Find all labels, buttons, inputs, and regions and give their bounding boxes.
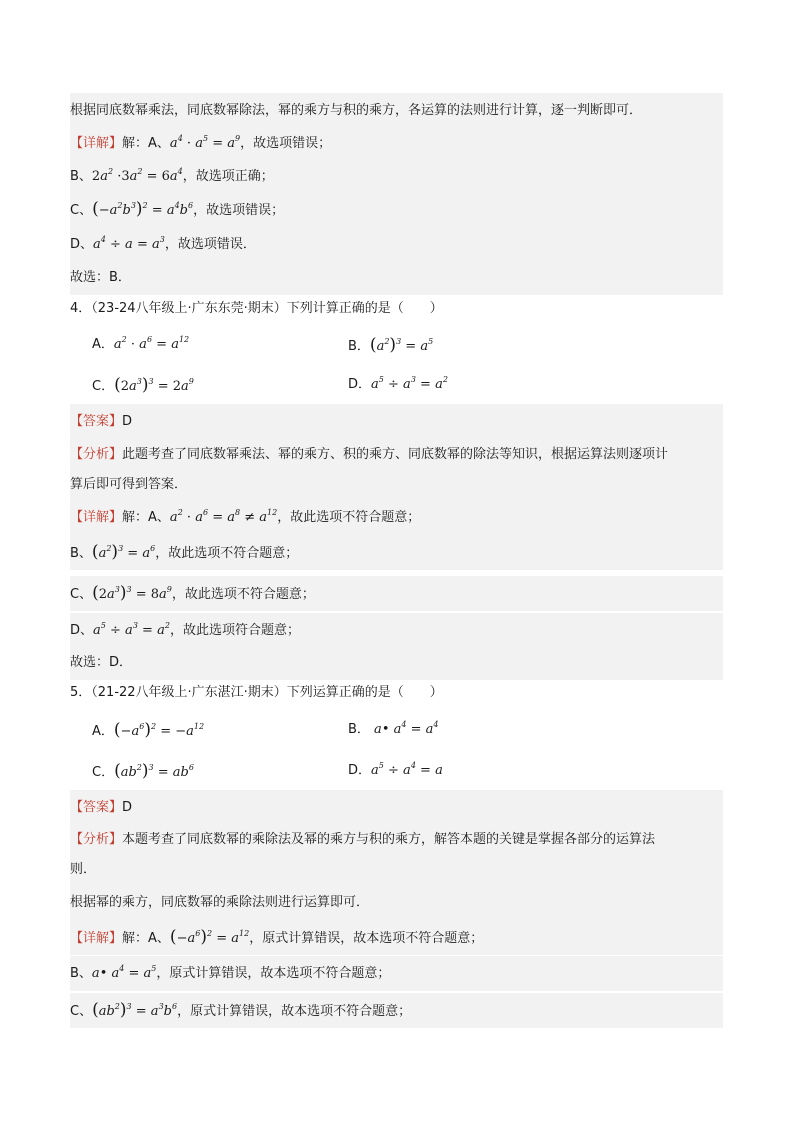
detail-suffix: ，故此选项符合题意；: [169, 623, 300, 638]
q5-detail-c: [70, 993, 723, 1028]
formula: $(a^2)^3 = a^6$: [91, 542, 156, 562]
option-label: A．: [92, 337, 114, 352]
q5-option-a: [92, 712, 204, 748]
formula: $(2a^3)^3 = 8a^9$: [92, 583, 172, 603]
formula: $(2a^3)^3 = 2a^9$: [114, 375, 194, 395]
q5-option-b: [348, 712, 439, 748]
answer-value: D: [122, 414, 133, 429]
choice-text: 故选：B．: [70, 270, 131, 285]
option-label: C．: [92, 379, 115, 394]
formula: a• $a^4 = a^4$: [369, 720, 439, 737]
detail-line-b: [70, 159, 723, 194]
option-label: A．: [92, 724, 114, 739]
q4-answer: [70, 404, 723, 439]
detail-prefix: B、: [70, 169, 92, 184]
formula: $(-a^6)^2 = -a^{12}$: [113, 720, 205, 740]
detail-tag: 【详解】: [70, 931, 123, 946]
detail-prefix: 解：A、: [122, 136, 170, 151]
detail-suffix: ，故此选项不符合题意；: [155, 546, 299, 561]
detail-line-c: [70, 192, 723, 227]
formula: $(-a^2b^3)^2 = a^4b^6$: [92, 199, 194, 219]
q4-choice: [70, 645, 723, 680]
formula: $a^5 \div a^3 = a^2$: [93, 621, 170, 638]
detail-tag: 【详解】: [70, 510, 123, 525]
q4-option-d: [348, 367, 448, 403]
formula: a• $a^4 = a^5$: [91, 964, 157, 981]
detail-suffix: ，故此选项不符合题意；: [171, 587, 315, 602]
q5-option-c: [92, 753, 194, 789]
q5-detail-b: [70, 956, 723, 991]
detail-suffix: ，原式计算错误，故本选项不符合题意；: [249, 931, 484, 946]
option-label: B．: [348, 339, 370, 354]
question-text: 4．（23-24八年级上·广东东莞·期末）下列计算正确的是（ ）: [70, 301, 443, 316]
answer-tag: 【答案】: [70, 414, 123, 429]
analysis-continuation: [70, 93, 723, 128]
question-4-stem: [70, 293, 443, 325]
detail-prefix: 解：A、: [122, 510, 170, 525]
q4-option-c: [92, 367, 194, 403]
analysis-text: 则．: [70, 862, 97, 877]
formula: $a^2 \cdot a^6 = a^8 \ne a^{12}$: [169, 508, 278, 525]
answer-value: D: [122, 800, 133, 815]
q4-option-a: [92, 327, 189, 363]
option-label: C．: [92, 765, 115, 780]
detail-tag: 【详解】: [70, 136, 123, 151]
detail-prefix: C、: [70, 1004, 93, 1019]
detail-prefix: D、: [70, 623, 94, 638]
detail-line-d: [70, 227, 723, 262]
answer-tag: 【答案】: [70, 800, 123, 815]
detail-suffix: ，故选项错误；: [240, 136, 332, 151]
q5-analysis-3: [70, 885, 723, 920]
option-label: D．: [348, 763, 372, 778]
analysis-tag: 【分析】: [70, 447, 123, 462]
detail-suffix: ，故选项错误；: [193, 203, 285, 218]
question-5-stem: [70, 677, 443, 709]
analysis-tag: 【分析】: [70, 832, 123, 847]
detail-prefix: B、: [70, 966, 92, 981]
formula: $(a^2)^3 = a^5$: [369, 335, 434, 355]
analysis-text: 本题考查了同底数幂的乘除法及幂的乘方与积的乘方，解答本题的关键是掌握各部分的运算法: [122, 832, 656, 847]
formula: $2a^2 \cdot 3a^2 = 6a^4$: [91, 167, 183, 184]
option-label: D．: [348, 377, 372, 392]
q5-answer: [70, 790, 723, 825]
detail-suffix: ，原式计算错误，故本选项不符合题意；: [177, 1004, 412, 1019]
formula: $(ab^2)^3 = ab^6$: [114, 761, 194, 781]
detail-line-a: [70, 126, 723, 161]
detail-prefix: 解：A、: [122, 931, 170, 946]
q5-analysis-2: [70, 852, 723, 887]
formula: $(ab^2)^3 = a^3b^6$: [92, 1000, 178, 1020]
q4-analysis-2: [70, 467, 723, 502]
analysis-text: 根据同底数幂乘法，同底数幂除法，幂的乘方与积的乘方，各运算的法则进行计算，逐一判断即可．: [70, 103, 643, 118]
detail-prefix: C、: [70, 587, 93, 602]
q5-option-d: [348, 753, 443, 789]
detail-prefix: B、: [70, 546, 92, 561]
formula: $a^2 \cdot a^6 = a^{12}$: [113, 335, 190, 352]
choice-text: 故选：D．: [70, 655, 133, 670]
q4-detail-c: [70, 576, 723, 611]
question-text: 5．（21-22八年级上·广东湛江·期末）下列运算正确的是（ ）: [70, 685, 443, 700]
q4-option-b: [348, 327, 433, 363]
formula: $a^4 \div a = a^3$: [93, 235, 165, 252]
detail-suffix: ，故此选项不符合题意；: [277, 510, 421, 525]
option-label: B．: [348, 722, 370, 737]
detail-prefix: D、: [70, 237, 94, 252]
formula: $a^5 \div a^4 = a$: [371, 761, 443, 778]
q4-detail-d: [70, 613, 723, 648]
q4-detail-a: [70, 500, 723, 535]
choice-line: [70, 260, 723, 295]
formula: $a^5 \div a^3 = a^2$: [371, 375, 448, 392]
formula: $(-a^6)^2 = a^{12}$: [169, 927, 250, 947]
analysis-text: 此题考查了同底数幂乘法、幂的乘方、积的乘方、同底数幂的除法等知识，根据运算法则逐项计: [122, 447, 669, 462]
detail-suffix: ，故选项正确；: [182, 169, 274, 184]
q4-detail-b: [70, 535, 723, 570]
formula: $a^4 \cdot a^5 = a^9$: [169, 134, 241, 151]
analysis-text: 算后即可得到答案．: [70, 477, 188, 492]
detail-suffix: ，故选项错误．: [164, 237, 256, 252]
q5-detail-a: [70, 920, 723, 955]
detail-prefix: C、: [70, 203, 93, 218]
analysis-text: 根据幂的乘方，同底数幂的乘除法则进行运算即可．: [70, 895, 370, 910]
detail-suffix: ，原式计算错误，故本选项不符合题意；: [156, 966, 391, 981]
